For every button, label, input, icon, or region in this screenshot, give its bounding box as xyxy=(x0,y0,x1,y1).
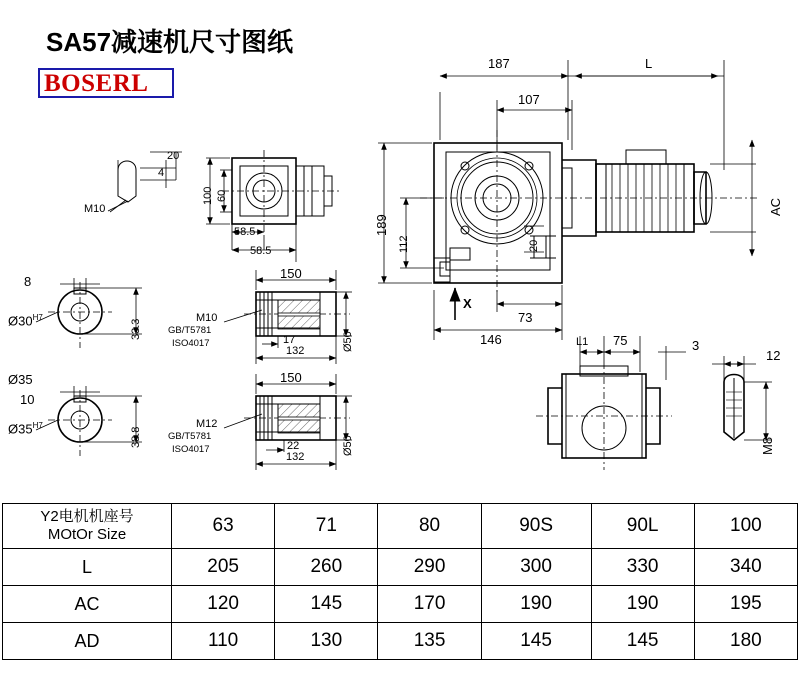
table-cell: 110 xyxy=(172,623,275,660)
dim-150-a-label: 150 xyxy=(280,266,302,281)
table-cell: 300 xyxy=(481,549,591,586)
rowheader-line2: MOtOr Size xyxy=(47,526,127,543)
d35-plain-label: Ø35 xyxy=(8,372,33,387)
shaft-d30-text: Ø30 xyxy=(8,313,33,329)
dim-AC-label: AC xyxy=(768,197,783,216)
shaft-d35-label xyxy=(8,421,43,436)
dim-20-top-label: 20 xyxy=(167,150,180,162)
dim-38-8-label: 38.8 xyxy=(130,426,142,448)
dim-150-b-label: 150 xyxy=(280,370,302,385)
table-cell: 195 xyxy=(694,586,797,623)
table-cell: 205 xyxy=(172,549,275,586)
m10-left-label: M10 xyxy=(84,203,106,215)
table-col-1: 71 xyxy=(275,504,378,549)
table-cell: 170 xyxy=(378,586,481,623)
dim-75-label: 75 xyxy=(613,333,628,348)
dim-22-label: 22 xyxy=(287,440,300,452)
table-cell: 120 xyxy=(172,586,275,623)
table-cell: 290 xyxy=(378,549,481,586)
table-cell: 180 xyxy=(694,623,797,660)
dim-10-label: 10 xyxy=(20,392,35,407)
dim-3-label: 3 xyxy=(692,338,700,353)
table-col-5: 100 xyxy=(694,504,797,549)
dim-d50-a-label: Ø50 xyxy=(342,331,354,352)
table-rowheader-motorsize xyxy=(3,504,172,549)
dim-d50-b-label: Ø50 xyxy=(342,435,354,456)
dim-58-5-b-label: 58.5 xyxy=(250,245,272,257)
m10-bolt-label: M10 xyxy=(196,312,218,324)
dim-132-a-label: 132 xyxy=(286,345,305,357)
table-rowheader-L: L xyxy=(3,549,172,586)
shaft-d30-tol: H7 xyxy=(32,313,43,322)
dim-60-label: 60 xyxy=(216,189,228,202)
table-cell: 260 xyxy=(275,549,378,586)
dim-189-label: 189 xyxy=(374,214,389,236)
table-row xyxy=(3,504,798,549)
table-cell: 330 xyxy=(591,549,694,586)
x-view-marker: X xyxy=(463,296,472,311)
rowheader-line1: Y2电机机座号 xyxy=(40,508,134,525)
table-cell: 130 xyxy=(275,623,378,660)
std-gb-a-label: GB/T5781 xyxy=(168,325,212,336)
table-col-2: 80 xyxy=(378,504,481,549)
table-col-0: 63 xyxy=(172,504,275,549)
dim-58-5-a-label: 58.5 xyxy=(234,226,256,238)
table-row xyxy=(3,623,798,660)
spec-table xyxy=(2,503,798,660)
dim-L-label: L xyxy=(645,56,653,71)
table-cell: 340 xyxy=(694,549,797,586)
table-col-4: 90L xyxy=(591,504,694,549)
table-cell: 145 xyxy=(275,586,378,623)
table-cell: 135 xyxy=(378,623,481,660)
brand-logo-text: BOSERL xyxy=(44,70,149,97)
table-rowheader-AD: AD xyxy=(3,623,172,660)
dim-8-label: 8 xyxy=(24,274,32,289)
dim-17-label: 17 xyxy=(283,334,296,346)
shaft-d35-tol: H7 xyxy=(32,421,43,430)
shaft-d30-label xyxy=(8,313,43,328)
dim-112-label: 112 xyxy=(398,235,410,253)
table-cell: 190 xyxy=(481,586,591,623)
dim-33-3-label: 33.3 xyxy=(130,318,142,340)
dim-20-mid-label: 20 xyxy=(528,239,540,252)
dim-146-label: 146 xyxy=(480,332,502,347)
table-row xyxy=(3,586,798,623)
m12-bolt-label: M12 xyxy=(196,418,218,430)
table-row xyxy=(3,549,798,586)
dim-107-label: 107 xyxy=(518,92,540,107)
dim-73-label: 73 xyxy=(518,310,533,325)
dim-L1-label: L1 xyxy=(576,336,589,348)
dim-132-b-label: 132 xyxy=(286,451,305,463)
std-iso-a-label: ISO4017 xyxy=(172,338,210,349)
dim-12-label: 12 xyxy=(766,348,781,363)
dim-187-label: 187 xyxy=(488,56,510,71)
table-cell: 190 xyxy=(591,586,694,623)
shaft-d35-text: Ø35 xyxy=(8,421,33,437)
std-gb-b-label: GB/T5781 xyxy=(168,431,212,442)
table-col-3: 90S xyxy=(481,504,591,549)
dim-4-label: 4 xyxy=(158,167,165,179)
m8-label: M8 xyxy=(760,436,775,455)
dim-100-label: 100 xyxy=(202,186,214,205)
table-rowheader-AC: AC xyxy=(3,586,172,623)
table-cell: 145 xyxy=(591,623,694,660)
std-iso-b-label: ISO4017 xyxy=(172,444,210,455)
table-cell: 145 xyxy=(481,623,591,660)
page-title: SA57减速机尺寸图纸 xyxy=(46,27,294,57)
